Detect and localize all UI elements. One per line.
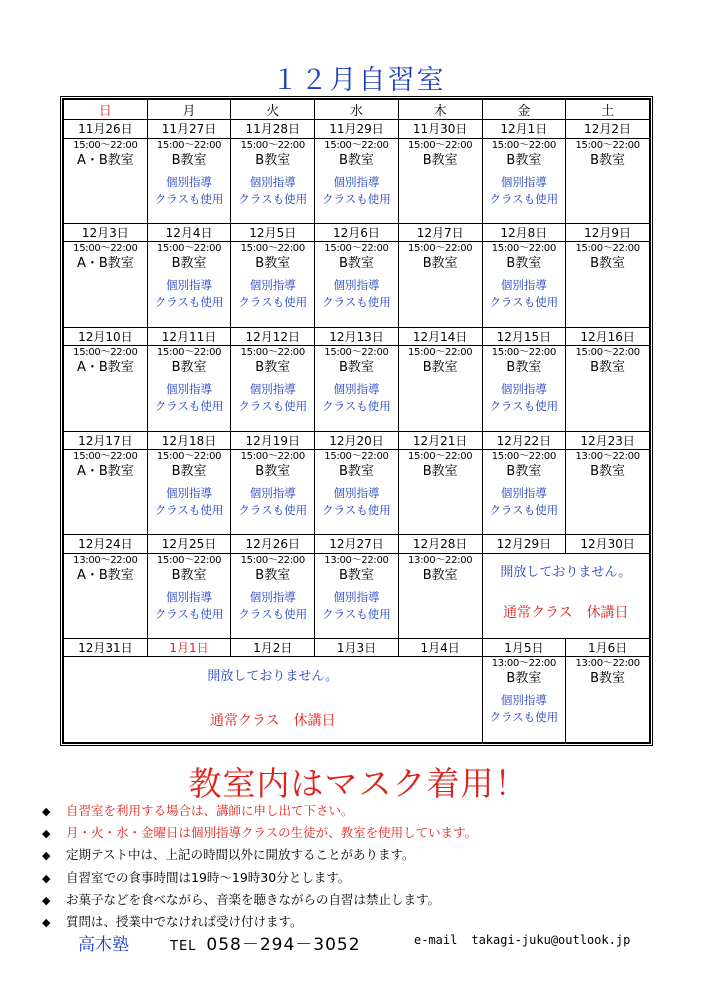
open-hours: 15:00～22:00 <box>575 347 640 359</box>
date-label: 12月23日 <box>566 431 650 449</box>
room-name: B教室 <box>255 360 291 376</box>
schedule-row <box>64 242 650 327</box>
open-hours: 15:00～22:00 <box>491 450 557 462</box>
room-name: B教室 <box>506 360 542 376</box>
no-class-notice: 通常クラス 休講日 <box>209 713 336 730</box>
date-label: 12月17日 <box>64 431 148 449</box>
day-cell <box>147 449 231 534</box>
date-label: 11月28日 <box>231 120 315 138</box>
day-cell <box>315 449 399 534</box>
weekday-fri: 金 <box>482 100 566 120</box>
date-label: 12月15日 <box>482 327 566 345</box>
weekday-thu: 木 <box>398 100 482 120</box>
day-cell <box>398 242 482 327</box>
day-cell <box>64 553 148 638</box>
shared-use-note: 個別指導 クラスも使用 <box>489 485 559 517</box>
rule-item: ◆ 月・火・水・金曜日は個別指導クラスの生徒が、教室を使用しています。 <box>42 822 477 844</box>
open-hours: 15:00～22:00 <box>575 243 640 255</box>
date-label: 1月2日 <box>231 639 315 657</box>
calendar <box>60 96 653 746</box>
day-cell <box>147 138 231 223</box>
day-cell <box>482 449 566 534</box>
room-name: B教室 <box>255 256 291 272</box>
date-label: 12月7日 <box>398 224 482 242</box>
open-hours: 15:00～22:00 <box>156 450 222 462</box>
room-name: B教室 <box>339 463 374 479</box>
day-cell <box>64 138 148 223</box>
room-name: B教室 <box>506 152 542 168</box>
open-hours: 15:00～22:00 <box>407 243 473 255</box>
shared-use-note: 個別指導 クラスも使用 <box>489 174 559 206</box>
date-label: 12月8日 <box>482 224 566 242</box>
date-label: 12月26日 <box>231 535 315 553</box>
date-label: 12月25日 <box>147 535 231 553</box>
date-label: 1月6日 <box>566 639 650 657</box>
closed-notice: 開放しておりません。 <box>500 564 632 580</box>
open-hours: 15:00～22:00 <box>156 139 222 151</box>
shared-use-note: 個別指導 クラスも使用 <box>322 382 391 414</box>
shared-use-note: 個別指導 クラスも使用 <box>322 485 391 517</box>
weekday-sat: 土 <box>566 100 650 120</box>
day-cell <box>231 138 315 223</box>
day-cell <box>315 138 399 223</box>
weekday-wed: 水 <box>315 100 399 120</box>
open-hours: 15:00～22:00 <box>491 347 557 359</box>
open-hours: 15:00～22:00 <box>575 139 640 151</box>
open-hours: 15:00～22:00 <box>324 139 389 151</box>
no-class-notice: 通常クラス 休講日 <box>502 604 629 621</box>
open-hours: 13:00～22:00 <box>407 554 473 566</box>
open-hours: 13:00～22:00 <box>491 658 557 670</box>
day-cell <box>566 346 650 431</box>
room-name: B教室 <box>171 152 207 168</box>
open-hours: 15:00～22:00 <box>73 139 138 151</box>
closed-notice: 開放しておりません。 <box>207 669 339 685</box>
date-label: 12月5日 <box>231 224 315 242</box>
room-name: B教室 <box>422 360 458 376</box>
day-cell <box>231 449 315 534</box>
room-name: A・B教室 <box>76 463 134 479</box>
weekday-sun: 日 <box>64 100 148 120</box>
room-name: B教室 <box>506 463 542 479</box>
shared-use-note: 個別指導 クラスも使用 <box>322 278 391 310</box>
room-name: B教室 <box>255 567 291 583</box>
date-label: 12月12日 <box>231 327 315 345</box>
day-cell <box>64 242 148 327</box>
schedule-row <box>64 449 650 534</box>
date-label: 12月21日 <box>398 431 482 449</box>
day-cell <box>147 242 231 327</box>
day-cell <box>315 553 399 638</box>
shared-use-note: 個別指導 クラスも使用 <box>489 382 559 414</box>
diamond-bullet-icon: ◆ <box>42 916 51 930</box>
shared-use-note: 個別指導 クラスも使用 <box>489 278 559 310</box>
date-row <box>64 535 650 553</box>
room-name: B教室 <box>506 256 542 272</box>
room-name: B教室 <box>422 256 458 272</box>
schedule-row <box>64 657 650 743</box>
open-hours: 13:00～22:00 <box>575 658 640 670</box>
rules-list <box>42 800 477 933</box>
day-cell <box>231 553 315 638</box>
day-cell <box>64 346 148 431</box>
room-name: A・B教室 <box>76 567 134 583</box>
date-label: 12月19日 <box>231 431 315 449</box>
date-label: 12月4日 <box>147 224 231 242</box>
room-name: B教室 <box>339 256 374 272</box>
mask-notice: 教室内はマスク着用！ <box>188 764 529 803</box>
open-hours: 15:00～22:00 <box>324 347 389 359</box>
room-name: B教室 <box>171 463 207 479</box>
date-label: 12月11日 <box>147 327 231 345</box>
shared-use-note: 個別指導 クラスも使用 <box>154 174 224 206</box>
room-name: B教室 <box>422 152 458 168</box>
day-cell <box>566 449 650 534</box>
diamond-bullet-icon: ◆ <box>42 849 51 863</box>
schedule-row <box>64 346 650 431</box>
shared-use-note: 個別指導 クラスも使用 <box>322 174 391 206</box>
calendar-table <box>63 99 650 743</box>
shared-use-note: 個別指導 クラスも使用 <box>154 589 224 621</box>
room-name: A・B教室 <box>76 256 134 272</box>
open-hours: 13:00～22:00 <box>73 554 138 566</box>
room-name: B教室 <box>339 567 374 583</box>
school-name: 高木塾 <box>78 935 129 955</box>
date-label: 12月27日 <box>315 535 399 553</box>
date-label-holiday: 1月1日 <box>147 639 231 657</box>
room-name: B教室 <box>590 671 626 687</box>
footer <box>78 930 678 954</box>
open-hours: 15:00～22:00 <box>324 450 389 462</box>
rule-item: ◆ 自習室での食事時間は19時～19時30分とします。 <box>42 867 477 889</box>
room-name: A・B教室 <box>76 152 134 168</box>
date-row <box>64 431 650 449</box>
open-hours: 15:00～22:00 <box>240 554 305 566</box>
diamond-bullet-icon: ◆ <box>42 893 51 907</box>
open-hours: 13:00～22:00 <box>575 450 640 462</box>
diamond-bullet-icon: ◆ <box>42 827 51 841</box>
day-cell <box>398 449 482 534</box>
open-hours: 15:00～22:00 <box>491 139 557 151</box>
shared-use-note: 個別指導 クラスも使用 <box>238 278 308 310</box>
open-hours: 15:00～22:00 <box>73 450 138 462</box>
room-name: B教室 <box>422 463 458 479</box>
date-row <box>64 224 650 242</box>
date-label: 12月29日 <box>482 535 566 553</box>
date-label: 12月13日 <box>315 327 399 345</box>
date-label: 12月24日 <box>64 535 148 553</box>
room-name: B教室 <box>255 463 291 479</box>
date-label: 11月26日 <box>64 120 148 138</box>
date-label: 12月16日 <box>566 327 650 345</box>
shared-use-note: 個別指導 クラスも使用 <box>238 382 308 414</box>
date-label: 12月20日 <box>315 431 399 449</box>
day-cell <box>398 346 482 431</box>
room-name: B教室 <box>590 463 626 479</box>
open-hours: 15:00～22:00 <box>156 347 222 359</box>
day-cell <box>482 657 566 743</box>
day-cell <box>231 346 315 431</box>
weekday-tue: 火 <box>231 100 315 120</box>
date-row <box>64 120 650 138</box>
open-hours: 15:00～22:00 <box>324 243 389 255</box>
rule-item: ◆ 質問は、授業中でなければ受け付けます。 <box>42 911 477 933</box>
date-label: 12月28日 <box>398 535 482 553</box>
day-cell <box>482 138 566 223</box>
day-cell <box>315 242 399 327</box>
date-label: 1月4日 <box>398 639 482 657</box>
open-hours: 15:00～22:00 <box>240 450 305 462</box>
open-hours: 15:00～22:00 <box>407 139 473 151</box>
date-label: 11月29日 <box>315 120 399 138</box>
date-label: 11月30日 <box>398 120 482 138</box>
date-label: 12月3日 <box>64 224 148 242</box>
date-label: 12月31日 <box>64 639 148 657</box>
open-hours: 13:00～22:00 <box>324 554 389 566</box>
open-hours: 15:00～22:00 <box>156 243 222 255</box>
schedule-row <box>64 138 650 223</box>
open-hours: 15:00～22:00 <box>240 139 305 151</box>
weekday-mon: 月 <box>147 100 231 120</box>
closed-cell <box>482 553 649 638</box>
room-name: A・B教室 <box>76 360 134 376</box>
open-hours: 15:00～22:00 <box>156 554 222 566</box>
room-name: B教室 <box>339 152 374 168</box>
tel-label: TEL <box>170 939 197 954</box>
open-hours: 15:00～22:00 <box>491 243 557 255</box>
email-label: e-mail <box>414 933 458 947</box>
shared-use-note: 個別指導 クラスも使用 <box>154 382 224 414</box>
open-hours: 15:00～22:00 <box>407 347 473 359</box>
shared-use-note: 個別指導 クラスも使用 <box>154 485 224 517</box>
rule-item: ◆ お菓子などを食べながら、音楽を聴きながらの自習は禁止します。 <box>42 889 477 911</box>
date-label: 12月18日 <box>147 431 231 449</box>
shared-use-note: 個別指導 クラスも使用 <box>322 589 391 621</box>
day-cell <box>566 242 650 327</box>
day-cell <box>231 242 315 327</box>
room-name: B教室 <box>506 671 542 687</box>
day-cell <box>64 449 148 534</box>
open-hours: 15:00～22:00 <box>73 347 138 359</box>
shared-use-note: 個別指導 クラスも使用 <box>154 278 224 310</box>
day-cell <box>566 657 650 743</box>
day-cell <box>147 553 231 638</box>
date-row <box>64 639 650 657</box>
day-cell <box>398 138 482 223</box>
day-cell <box>398 553 482 638</box>
open-hours: 15:00～22:00 <box>73 243 138 255</box>
diamond-bullet-icon: ◆ <box>42 805 51 818</box>
date-label: 1月5日 <box>482 639 566 657</box>
date-label: 12月6日 <box>315 224 399 242</box>
room-name: B教室 <box>171 567 207 583</box>
shared-use-note: 個別指導 クラスも使用 <box>489 693 559 725</box>
rule-item: ◆ 定期テスト中は、上記の時間以外に開放することがあります。 <box>42 844 477 866</box>
day-cell <box>147 346 231 431</box>
open-hours: 15:00～22:00 <box>407 450 473 462</box>
room-name: B教室 <box>590 152 626 168</box>
day-cell <box>482 346 566 431</box>
room-name: B教室 <box>171 256 207 272</box>
open-hours: 15:00～22:00 <box>240 243 305 255</box>
date-label: 12月14日 <box>398 327 482 345</box>
phone-number: TEL 058－294－3052 <box>170 935 361 955</box>
room-name: B教室 <box>590 256 626 272</box>
open-hours: 15:00～22:00 <box>240 347 305 359</box>
date-label: 12月22日 <box>482 431 566 449</box>
shared-use-note: 個別指導 クラスも使用 <box>238 174 308 206</box>
date-label: 1月3日 <box>315 639 399 657</box>
date-row <box>64 327 650 345</box>
shared-use-note: 個別指導 クラスも使用 <box>238 589 308 621</box>
room-name: B教室 <box>255 152 291 168</box>
schedule-row <box>64 553 650 638</box>
shared-use-note: 個別指導 クラスも使用 <box>238 485 308 517</box>
weekday-header-row <box>64 100 650 120</box>
rule-item: ◆ 自習室を利用する場合は、講師に申し出て下さい。 <box>42 800 477 822</box>
day-cell <box>482 242 566 327</box>
room-name: B教室 <box>171 360 207 376</box>
closed-cell <box>64 657 483 743</box>
room-name: B教室 <box>590 360 626 376</box>
date-label: 12月10日 <box>64 327 148 345</box>
date-label: 11月27日 <box>147 120 231 138</box>
date-label: 12月2日 <box>566 120 650 138</box>
room-name: B教室 <box>339 360 374 376</box>
date-label: 12月1日 <box>482 120 566 138</box>
room-name: B教室 <box>422 567 458 583</box>
date-label: 12月9日 <box>566 224 650 242</box>
day-cell <box>315 346 399 431</box>
diamond-bullet-icon: ◆ <box>42 871 51 885</box>
day-cell <box>566 138 650 223</box>
email-address: e-mail takagi-juku@outlook.jp <box>414 933 631 947</box>
date-label: 12月30日 <box>566 535 650 553</box>
page-title: １２月自習室 <box>271 65 446 96</box>
